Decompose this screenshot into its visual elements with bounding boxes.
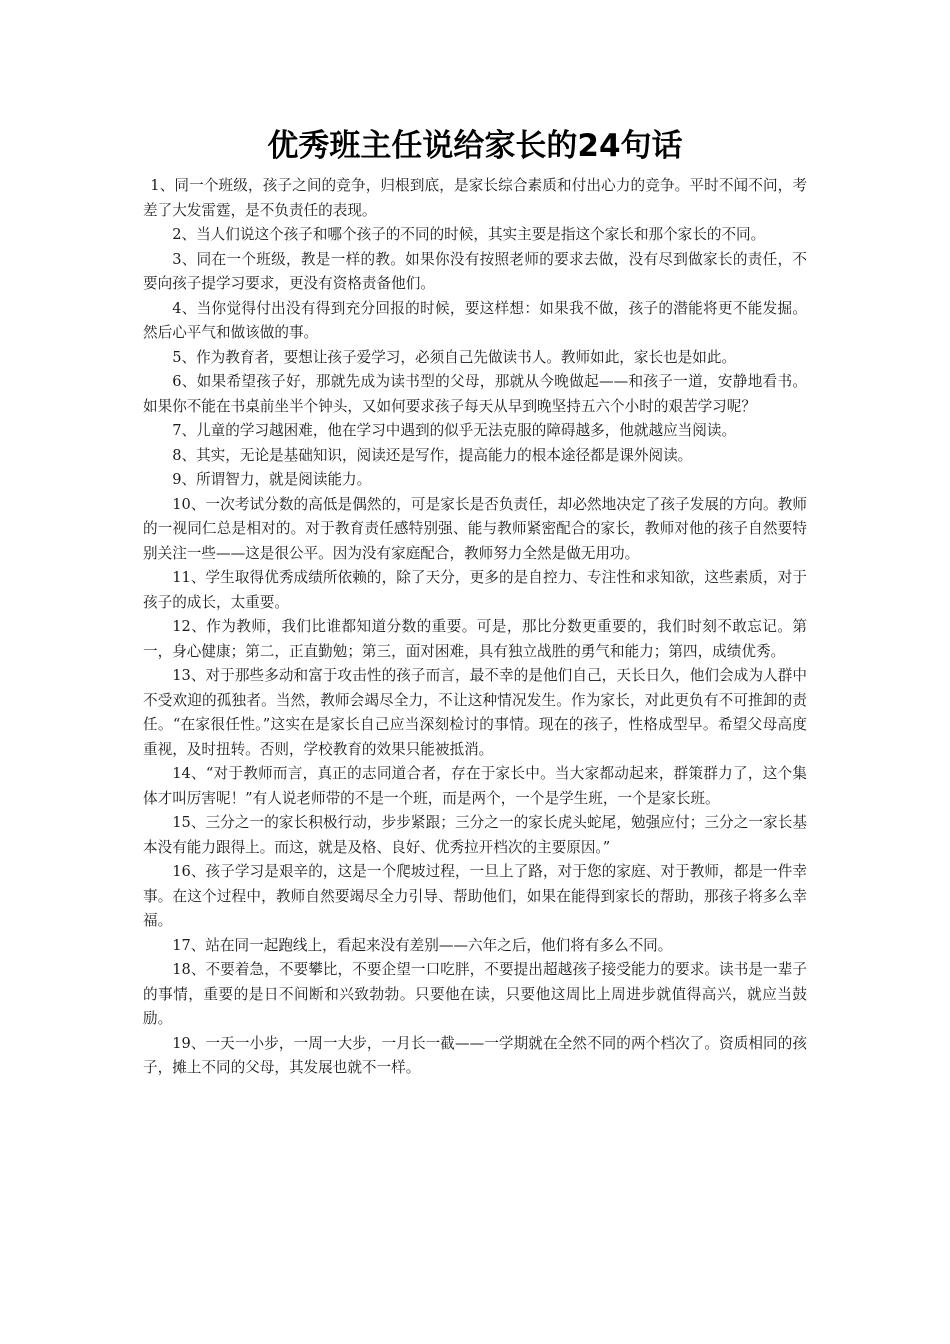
paragraph-2: 2、当人们说这个孩子和哪个孩子的不同的时候，其实主要是指这个家长和那个家长的不同。 [172,226,766,243]
paragraph-9: 9、所谓智力，就是阅读能力。 [172,471,372,488]
paragraph-15: 15、三分之一的家长积极行动，步步紧跟；三分之一的家长虎头蛇尾，勉强应付；三分之一家长基本没有能力跟得上。而这，就是及格、良好、优秀拉开档次的主要原因。” [143,814,807,856]
paragraph-18: 18、不要着急，不要攀比，不要企望一口吃胖，不要提出超越孩子接受能力的要求。读书是一辈子的事情，重要的是日不间断和兴致勃勃。只要他在读，只要他这周比上周进步就值得高兴，就应当鼓励。 [143,961,807,1027]
paragraph-7: 7、儿童的学习越困难，他在学习中遇到的似乎无法克服的障碍越多，他就越应当阅读。 [172,422,737,439]
paragraph-19: 19、一天一小步，一周一大步，一月长一截——一学期就在全然不同的两个档次了。资质相同的孩子，摊上不同的父母，其发展也就不一样。 [143,1034,807,1076]
paragraph-17: 17、站在同一起跑线上，看起来没有差别——六年之后，他们将有多么不同。 [172,936,673,954]
paragraph-6: 6、如果希望孩子好，那就先成为读书型的父母，那就从今晚做起——和孩子一道，安静地看书。如果你不能在书桌前坐半个钟头，又如何要求孩子每天从早到晚坚持五六个小时的艰苦学习呢？ [143,373,807,415]
paragraph-11: 11、学生取得优秀成绩所依赖的，除了天分，更多的是自控力、专注性和求知欲，这些素质，对于孩子的成长，太重要。 [143,569,807,611]
paragraph-14: 14、“对于教师而言，真正的志同道合者，存在于家长中。当大家都动起来，群策群力了，这个集体才叫厉害呢！”有人说老师带的不是一个班，而是两个，一个是学生班，一个是家长班。 [143,765,807,807]
paragraph-3: 3、同在一个班级，教是一样的教。如果你没有按照老师的要求去做，没有尽到做家长的责任，不要向孩子提学习要求，更没有资格责备他们。 [143,250,807,292]
paragraph-16: 16、孩子学习是艰辛的，这是一个爬坡过程，一旦上了路，对于您的家庭、对于教师，都是一件幸事。在这个过程中，教师自然要竭尽全力引导、帮助他们，如果在能得到家长的帮助，那孩子将多么幸福。 [143,863,807,929]
paragraph-4: 4、当你觉得付出没有得到充分回报的时候，要这样想：如果我不做，孩子的潜能将更不能发掘。然后心平气和做该做的事。 [143,299,807,341]
paragraph-13: 13、对于那些多动和富于攻击性的孩子而言，最不幸的是他们自己，天长日久，他们会成为人群中不受欢迎的孤独者。当然，教师会竭尽全力，不让这种情况发生。作为家长，对此更负有不可推卸的责任。“在家很任性。”这实在是家长自己应当深刻检讨的事情。现在的孩子，性格成型早。希望父母高度重视，及时扭转。否则，学校教育的效果只能被抵消。 [143,667,807,758]
paragraph-10: 10、一次考试分数的高低是偶然的，可是家长是否负责任，却必然地决定了孩子发展的方向。教师的一视同仁总是相对的。对于教育责任感特别强、能与教师紧密配合的家长，教师对他的孩子自然要特别关注一些——这是很公平。因为没有家庭配合，教师努力全然是做无用功。 [143,495,807,562]
document-body [143,174,807,1081]
paragraph-1: 1、同一个班级，孩子之间的竞争，归根到底，是家长综合素质和付出心力的竞争。平时不闻不问，考差了大发雷霆，是不负责任的表现。 [143,177,807,219]
document-title: 优秀班主任说给家长的24句话 [267,128,683,164]
paragraph-8: 8、其实，无论是基础知识，阅读还是写作，提高能力的根本途径都是课外阅读。 [172,446,693,464]
paragraph-5: 5、作为教育者，要想让孩子爱学习，必须自己先做读书人。教师如此，家长也是如此。 [172,348,737,366]
paragraph-12: 12、作为教师，我们比谁都知道分数的重要。可是，那比分数更重要的，我们时刻不敢忘记。第一，身心健康；第二，正直勤勉；第三，面对困难，具有独立战胜的勇气和能力；第四，成绩优秀。 [143,618,807,660]
